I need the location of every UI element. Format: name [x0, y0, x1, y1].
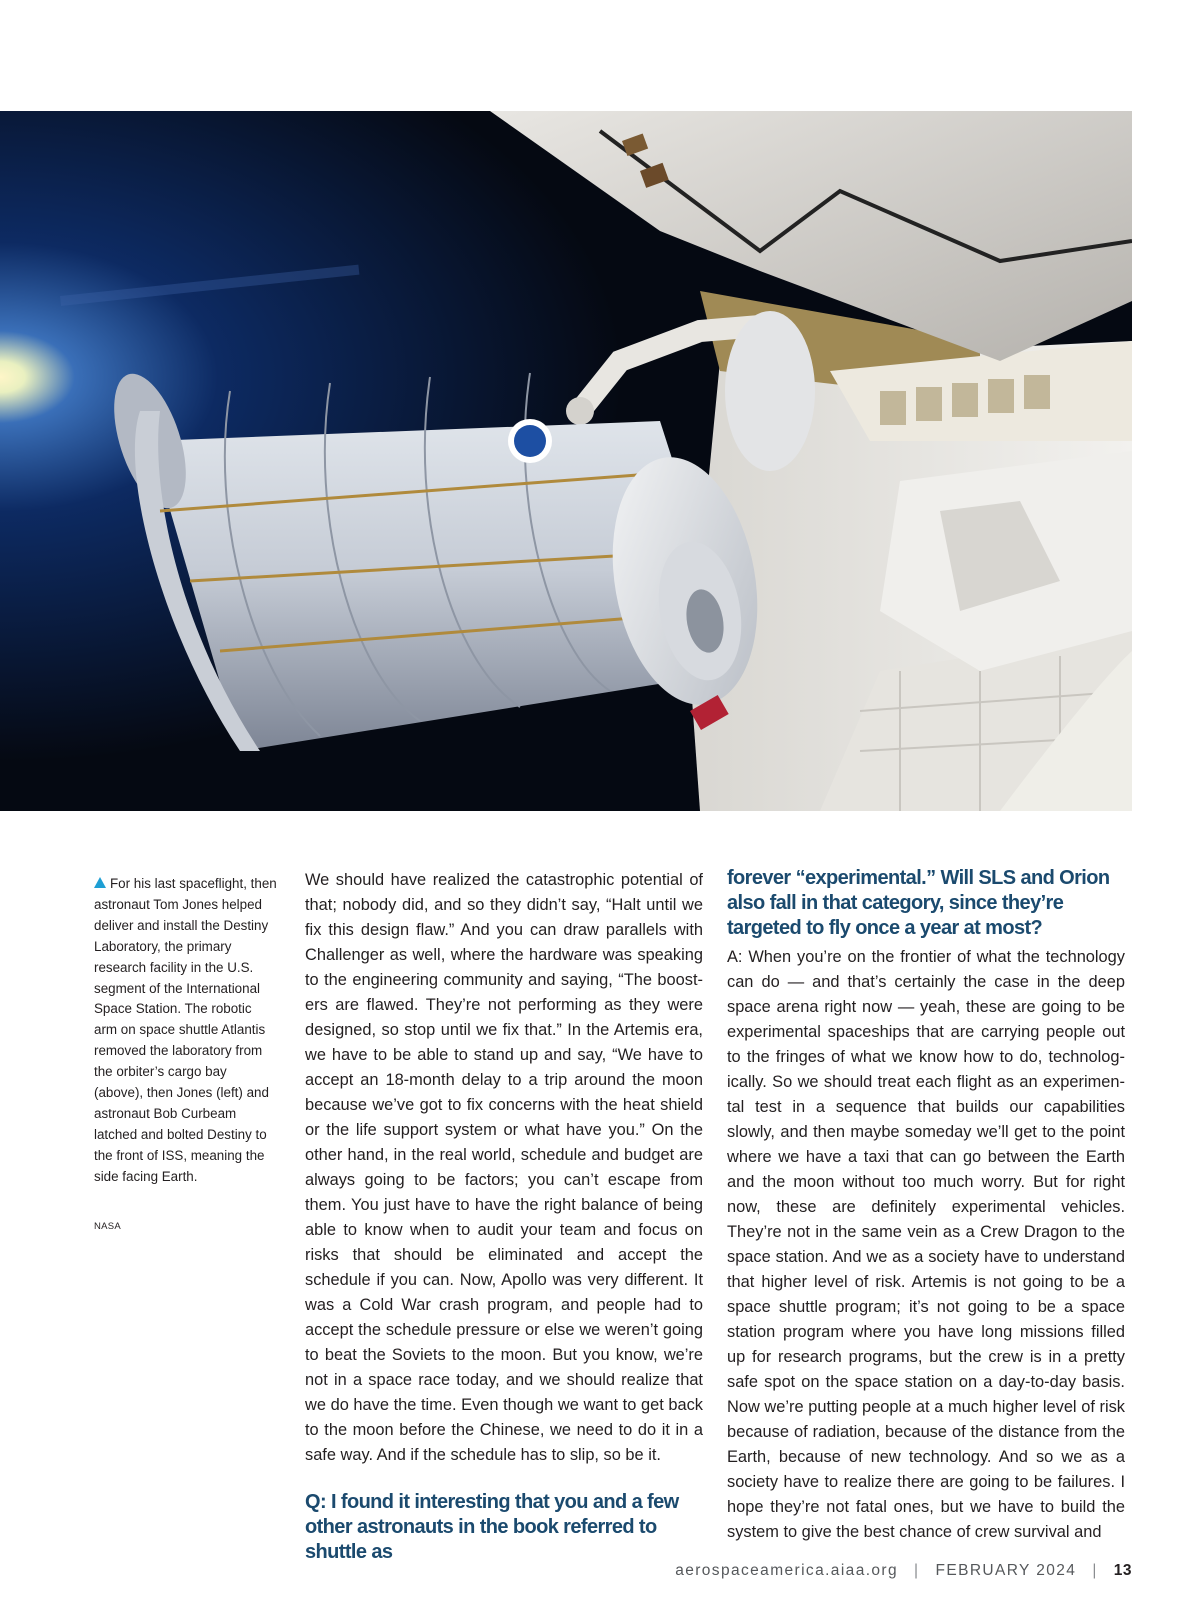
footer-issue: FEBRUARY 2024 [935, 1562, 1077, 1579]
interview-answer: A: When you’re on the frontier of what the technology can do — and that’s certainly the case in the deep space arena right now — yeah, these are going to be experimental spaceships that are carrying people out to the fringes of what we know how to do, technologically. So we should treat each flight as an experimental test in a sequence that builds our capabilities slowly, and then maybe someday we’ll get to the point where we have a taxi that can go between the Earth and the moon without too much worry. But for right now, these are definitely experimental vehicles. They’re not in the same vein as a Crew Dragon to the space station. And we as a society have to understand that higher level of risk. Artemis is not going to be a space shuttle program; it’s not going to be a space station program where you have long missions filled up for research programs, but the crew is in a pretty safe spot on the space station on a day-to-day basis. Now we’re putting people at a much higher level of risk because of radiation, because of the distance from the Earth, because of new technology. And so we as a society have to realize there are going to be failures. I hope they’re not fatal ones, but we have to build the system to give the best chance of crew survival and [727, 948, 1125, 1541]
footer-separator: | [914, 1562, 920, 1579]
footer-site-link[interactable]: aerospaceamerica.aiaa.org [675, 1562, 899, 1579]
caption-text: For his last spaceflight, then astronaut Tom Jones helped deliver and install the Destiny Laboratory, the primary research facility in the U.S. segment of the International Space Station. The robotic arm on space shuttle Atlantis removed the laboratory from the orbiter’s cargo bay (above), then Jones (left) and astronaut Bob Curbeam latched and bolted Destiny to the front of ISS, meaning the side facing Earth. [94, 876, 277, 1184]
interview-question-continued: forever “experimental.” Will SLS and Orion also fall in that category, since they’re targeted to fly once a year at most? [727, 867, 1110, 939]
photo-illustration [0, 111, 1132, 811]
article-column-1 [305, 868, 703, 1565]
page-footer [675, 1562, 1132, 1580]
body-paragraph: We should have realized the catastrophic potential of that; nobody did, and so they didn’t say, “Halt until we fix this design flaw.” And you can draw parallels with Challenger as well, where the hardware was speaking to the engineering community and saying, “The boosters are flawed. They’re not performing as they were designed, so stop until we fix that.” In the Artemis era, we have to be able to stand up and say, “We have to accept an 18-month delay to a trip around the moon because we’ve got to fix concerns with the heat shield or the life support system or what have you.” On the other hand, in the real world, schedule and budget are always going to be factors; you can’t escape from them. You just have to have the right balance of being able to know when to audit your team and focus on risks that should be eliminated and accept the schedule if you can. Now, Apollo was very different. It was a Cold War crash program, and people had to accept the schedule pressure or else we weren’t going to beat the Soviets to the moon. But you know, we’re not in a space race today, and we should realize that we do have the time. Even though we want to get back to the moon before the Chinese, we need to do it in a safe way. And if the schedule has to slip, so be it. [305, 871, 703, 1464]
photo-caption [94, 874, 278, 1188]
triangle-up-icon [94, 877, 106, 888]
destiny-laboratory-photo [0, 111, 1132, 811]
footer-separator: | [1092, 1562, 1098, 1579]
photo-credit: NASA [94, 1221, 122, 1232]
article-column-2 [727, 866, 1125, 1545]
interview-question: Q: I found it interesting that you and a few other astronauts in the book referred to shuttle as [305, 1491, 679, 1563]
page-number: 13 [1113, 1562, 1132, 1579]
